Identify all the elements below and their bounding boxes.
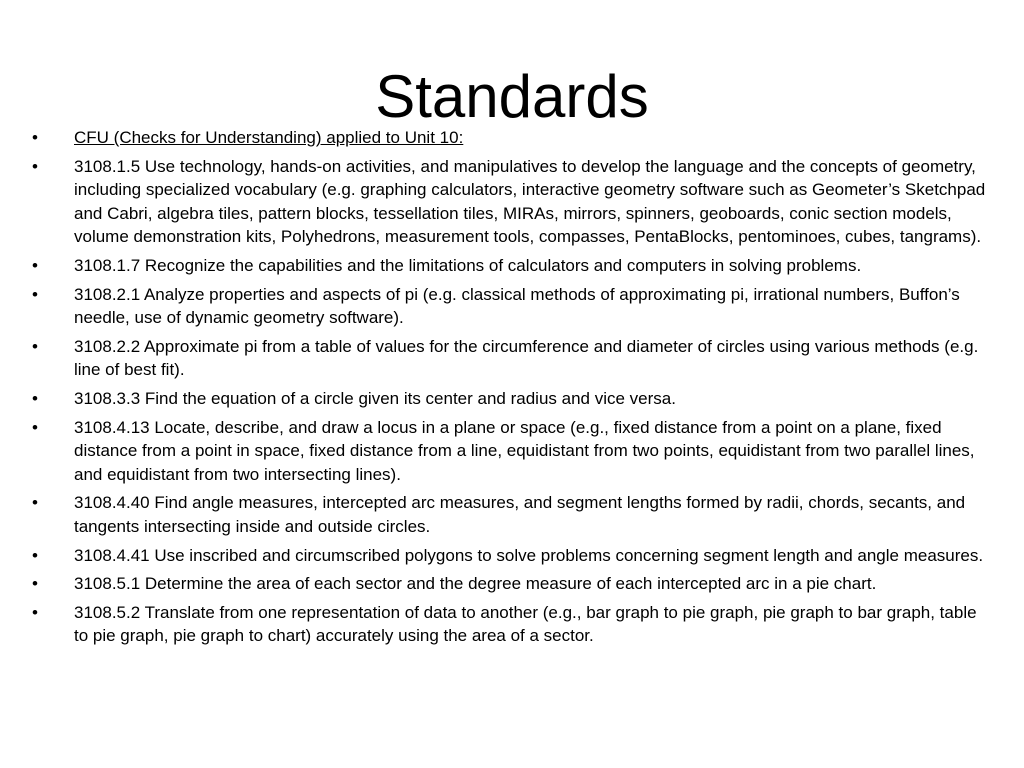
bullet-dot-icon: • <box>32 574 38 594</box>
bullet-dot-icon: • <box>32 156 38 176</box>
bullet-item <box>32 491 992 538</box>
bullet-item <box>32 283 992 330</box>
bullet-item <box>32 601 992 648</box>
bullet-text: 3108.1.5 Use technology, hands-on activities, and manipulatives to develop the language and the concepts of geometry, including specialized vocabulary (e.g. graphing calculators, interactive geometry software such as Geometer’s Sketchpad and Cabri, algebra tiles, pattern blocks, tessellation tiles, MIRAs, mirrors, spinners, geoboards, conic section models, volume demonstration kits, Polyhedrons, measurement tools, compasses, PentaBlocks, pentominoes, cubes, tangrams). <box>74 156 986 247</box>
bullet-dot-icon: • <box>32 493 38 513</box>
bullet-item <box>32 387 992 411</box>
bullet-dot-icon: • <box>32 388 38 408</box>
bullet-text: 3108.2.2 Approximate pi from a table of values for the circumference and diameter of circles using various methods (e.g. line of best fit). <box>74 336 979 380</box>
bullet-text: CFU (Checks for Understanding) applied to Unit 10: <box>74 128 464 147</box>
bullet-item <box>32 572 992 596</box>
bullet-item <box>32 254 992 278</box>
bullet-item <box>32 126 992 150</box>
bullet-text: 3108.5.2 Translate from one representation of data to another (e.g., bar graph to pie graph, pie graph to bar graph, table to pie graph, pie graph to chart) accurately using the area of a sector. <box>74 602 977 646</box>
bullet-dot-icon: • <box>32 417 38 437</box>
bullet-list <box>32 126 992 653</box>
bullet-dot-icon: • <box>32 255 38 275</box>
bullet-text: 3108.1.7 Recognize the capabilities and the limitations of calculators and computers in solving problems. <box>74 255 862 275</box>
bullet-dot-icon: • <box>32 602 38 622</box>
bullet-item <box>32 416 992 487</box>
bullet-text: 3108.2.1 Analyze properties and aspects of pi (e.g. classical methods of approximating pi, irrational numbers, Buffon’s needle, use of dynamic geometry software). <box>74 284 960 328</box>
bullet-item <box>32 155 992 249</box>
bullet-text: 3108.4.41 Use inscribed and circumscribed polygons to solve problems concerning segment length and angle measures. <box>74 545 984 565</box>
bullet-dot-icon: • <box>32 336 38 356</box>
bullet-text: 3108.5.1 Determine the area of each sector and the degree measure of each intercepted arc in a pie chart. <box>74 574 877 594</box>
bullet-dot-icon: • <box>32 128 38 147</box>
bullet-text: 3108.4.40 Find angle measures, intercepted arc measures, and segment lengths formed by radii, chords, secants, and tangents intersecting inside and outside circles. <box>74 493 966 536</box>
bullet-dot-icon: • <box>32 284 38 304</box>
bullet-text: 3108.4.13 Locate, describe, and draw a locus in a plane or space (e.g., fixed distance from a point on a plane, fixed distance from a point in space, fixed distance from a line, equidistant from two points, equidistant from two parallel lines, and equidistant from two intersecting lines). <box>74 417 975 484</box>
bullet-item <box>32 335 992 382</box>
bullet-dot-icon: • <box>32 545 38 565</box>
bullet-item <box>32 544 992 568</box>
slide-title: Standards <box>375 63 649 130</box>
bullet-text: 3108.3.3 Find the equation of a circle given its center and radius and vice versa. <box>74 388 676 408</box>
